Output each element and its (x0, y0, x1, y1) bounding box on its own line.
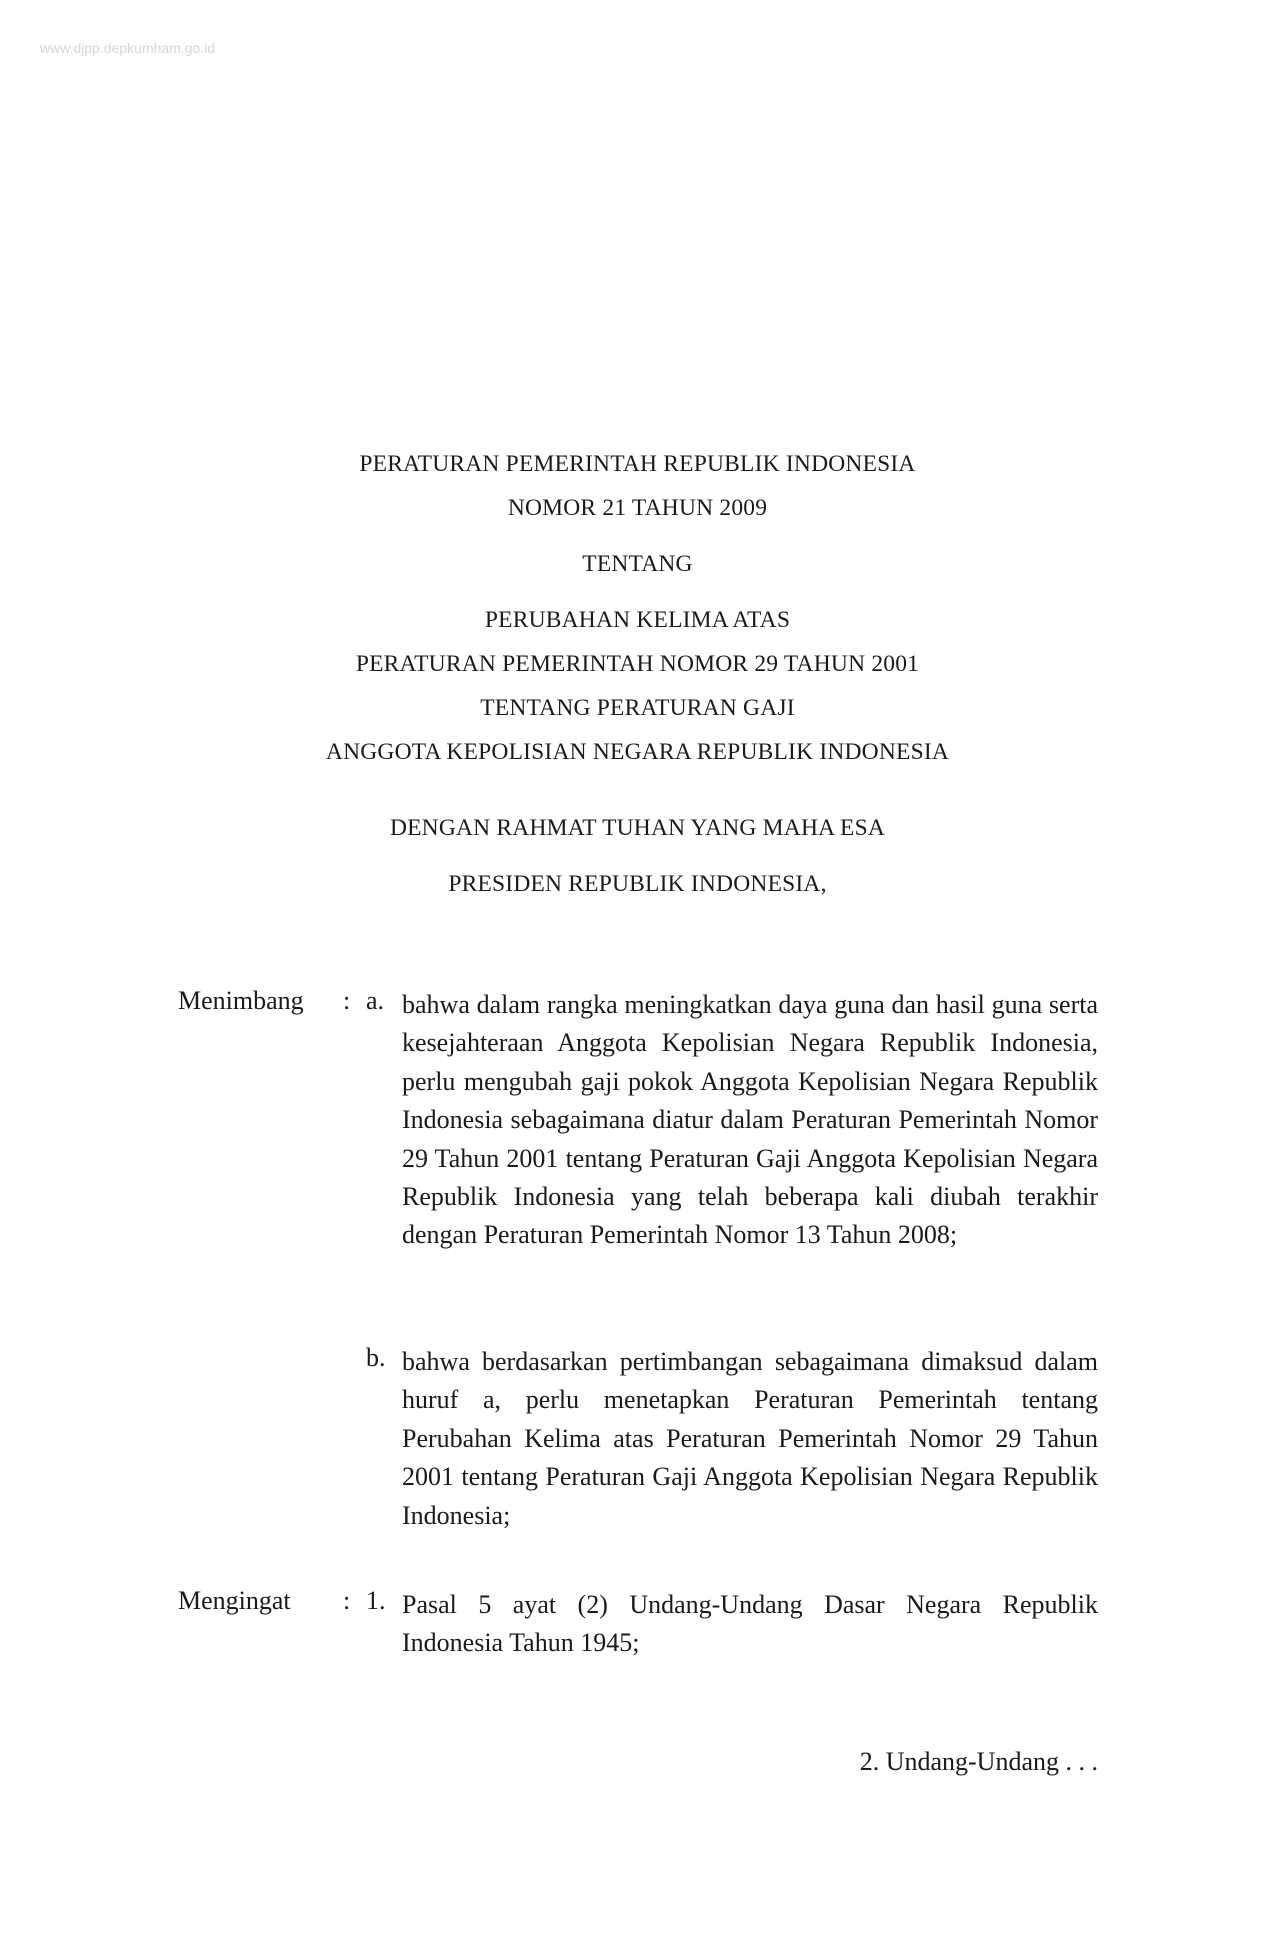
tentang-heading: TENTANG (582, 551, 693, 577)
subject-line-2: PERATURAN PEMERINTAH NOMOR 29 TAHUN 2001 (355, 651, 920, 677)
item-marker: b. (366, 1343, 386, 1372)
item-marker: 1. (366, 1586, 386, 1615)
item-text: bahwa dalam rangka meningkatkan daya guna dan hasil guna serta kesejahteraan Anggota Kepolisian Negara Republik Indonesia, perlu mengubah gaji pokok Anggota Kepolisian Negara Republik Indonesia sebagaimana diatur dalam Peraturan Pemerintah Nomor 29 Tahun 2001 tentang Peraturan Gaji Anggota Kepolisian Negara Republik Indonesia yang telah beberapa kali diubah terakhir dengan Peraturan Pemerintah Nomor 13 Tahun 2008; (402, 990, 1098, 1250)
mengingat-label: Mengingat (178, 1586, 291, 1615)
item-marker: a. (366, 986, 385, 1015)
item-text: bahwa berdasarkan pertimbangan sebagaimana dimaksud dalam huruf a, perlu menetapkan Peraturan Pemerintah tentang Perubahan Kelima atas Peraturan Pemerintah Nomor 29 Tahun 2001 tentang Peraturan Gaji Anggota Kepolisian Negara Republik Indonesia; (402, 1347, 1098, 1530)
subject-line-3: TENTANG PERATURAN GAJI (480, 695, 795, 721)
page-continuation: 2. Undang-Undang . . . (859, 1747, 1098, 1776)
regulation-title: PERATURAN PEMERINTAH REPUBLIK INDONESIA (359, 451, 916, 477)
mengingat-colon: : (343, 1586, 351, 1615)
watermark: www.djpp.depkumham.go.id (40, 40, 216, 56)
regulation-number: NOMOR 21 TAHUN 2009 (507, 495, 768, 521)
invocation: DENGAN RAHMAT TUHAN YANG MAHA ESA (389, 815, 886, 841)
subject-line-1: PERUBAHAN KELIMA ATAS (484, 607, 791, 633)
subject-line-4: ANGGOTA KEPOLISIAN NEGARA REPUBLIK INDONESIA (325, 739, 950, 765)
item-text: Pasal 5 ayat (2) Undang-Undang Dasar Negara Republik Indonesia Tahun 1945; (402, 1590, 1098, 1658)
menimbang-colon: : (343, 986, 351, 1015)
title-block (0, 442, 1275, 906)
menimbang-label: Menimbang (178, 986, 304, 1015)
president-heading: PRESIDEN REPUBLIK INDONESIA, (448, 871, 827, 897)
